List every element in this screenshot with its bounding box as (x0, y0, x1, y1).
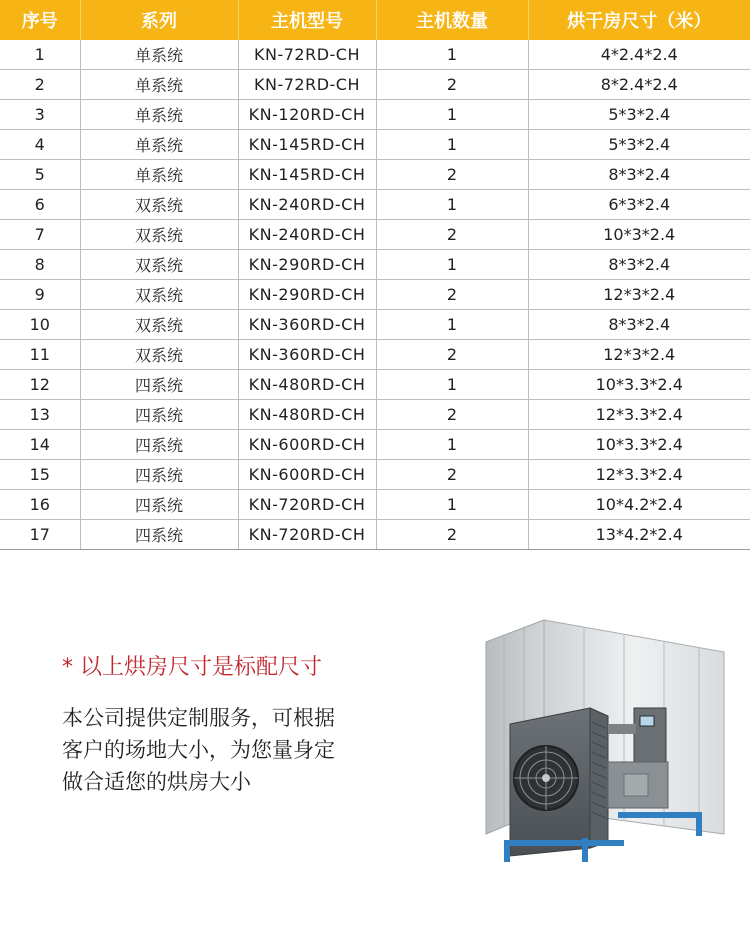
cell-model: KN-72RD-CH (238, 40, 376, 70)
table-row (0, 130, 750, 160)
cell-model: KN-720RD-CH (238, 520, 376, 550)
cell-series: 四系统 (80, 460, 238, 490)
cell-index: 7 (0, 220, 80, 250)
cell-index: 17 (0, 520, 80, 550)
cell-room-size: 12*3.3*2.4 (528, 400, 750, 430)
cell-model: KN-360RD-CH (238, 340, 376, 370)
cell-model: KN-72RD-CH (238, 70, 376, 100)
cell-series: 四系统 (80, 430, 238, 460)
header-model: 主机型号 (238, 0, 376, 40)
cell-quantity: 2 (376, 70, 528, 100)
cell-index: 15 (0, 460, 80, 490)
cell-room-size: 13*4.2*2.4 (528, 520, 750, 550)
cell-index: 13 (0, 400, 80, 430)
table-row (0, 100, 750, 130)
cell-model: KN-290RD-CH (238, 280, 376, 310)
description-line: 客户的场地大小，为您量身定 (62, 738, 335, 762)
cell-room-size: 6*3*2.4 (528, 190, 750, 220)
table-row (0, 400, 750, 430)
cell-quantity: 1 (376, 310, 528, 340)
cell-quantity: 2 (376, 220, 528, 250)
cell-quantity: 2 (376, 340, 528, 370)
cell-index: 4 (0, 130, 80, 160)
cell-model: KN-145RD-CH (238, 130, 376, 160)
cell-quantity: 1 (376, 130, 528, 160)
cell-index: 2 (0, 70, 80, 100)
cell-index: 12 (0, 370, 80, 400)
cell-quantity: 2 (376, 520, 528, 550)
cell-quantity: 2 (376, 280, 528, 310)
cell-quantity: 1 (376, 430, 528, 460)
cell-series: 单系统 (80, 70, 238, 100)
cell-quantity: 1 (376, 40, 528, 70)
cell-model: KN-480RD-CH (238, 400, 376, 430)
cell-series: 四系统 (80, 400, 238, 430)
cell-index: 6 (0, 190, 80, 220)
cell-series: 双系统 (80, 250, 238, 280)
cell-index: 3 (0, 100, 80, 130)
cell-quantity: 2 (376, 460, 528, 490)
cell-quantity: 1 (376, 490, 528, 520)
cell-quantity: 2 (376, 160, 528, 190)
table-body (0, 40, 750, 550)
cell-series: 四系统 (80, 490, 238, 520)
cell-room-size: 8*3*2.4 (528, 310, 750, 340)
cell-quantity: 1 (376, 100, 528, 130)
cell-model: KN-290RD-CH (238, 250, 376, 280)
cell-model: KN-360RD-CH (238, 310, 376, 340)
cell-index: 9 (0, 280, 80, 310)
cell-series: 单系统 (80, 40, 238, 70)
cell-index: 10 (0, 310, 80, 340)
table-row (0, 340, 750, 370)
cell-model: KN-120RD-CH (238, 100, 376, 130)
cell-quantity: 1 (376, 370, 528, 400)
cell-room-size: 5*3*2.4 (528, 130, 750, 160)
cell-model: KN-600RD-CH (238, 460, 376, 490)
table-row (0, 160, 750, 190)
table-row (0, 40, 750, 70)
description-line: 做合适您的烘房大小 (62, 770, 251, 794)
table-row (0, 490, 750, 520)
cell-model: KN-145RD-CH (238, 160, 376, 190)
cell-room-size: 5*3*2.4 (528, 100, 750, 130)
cell-model: KN-480RD-CH (238, 370, 376, 400)
cell-room-size: 10*3*2.4 (528, 220, 750, 250)
cell-series: 单系统 (80, 160, 238, 190)
cell-room-size: 12*3*2.4 (528, 280, 750, 310)
drying-room-product-image (484, 612, 728, 864)
cell-quantity: 2 (376, 400, 528, 430)
table-header-row (0, 0, 750, 40)
header-series: 系列 (80, 0, 238, 40)
cell-index: 1 (0, 40, 80, 70)
cell-series: 双系统 (80, 190, 238, 220)
cell-model: KN-720RD-CH (238, 490, 376, 520)
cell-model: KN-240RD-CH (238, 220, 376, 250)
table-row (0, 220, 750, 250)
cell-room-size: 8*3*2.4 (528, 250, 750, 280)
cell-index: 14 (0, 430, 80, 460)
cell-quantity: 1 (376, 250, 528, 280)
table-row (0, 250, 750, 280)
cell-room-size: 12*3.3*2.4 (528, 460, 750, 490)
custom-service-description (62, 702, 412, 798)
cell-quantity: 1 (376, 190, 528, 220)
cell-series: 四系统 (80, 520, 238, 550)
cell-series: 单系统 (80, 100, 238, 130)
cell-series: 单系统 (80, 130, 238, 160)
table-row (0, 190, 750, 220)
cell-room-size: 10*3.3*2.4 (528, 370, 750, 400)
cell-model: KN-240RD-CH (238, 190, 376, 220)
table-row (0, 520, 750, 550)
cell-series: 双系统 (80, 220, 238, 250)
cell-series: 双系统 (80, 310, 238, 340)
cell-index: 16 (0, 490, 80, 520)
table-row (0, 280, 750, 310)
table-row (0, 370, 750, 400)
cell-series: 四系统 (80, 370, 238, 400)
cell-series: 双系统 (80, 340, 238, 370)
cell-room-size: 10*4.2*2.4 (528, 490, 750, 520)
standard-size-note: * 以上烘房尺寸是标配尺寸 (62, 655, 322, 680)
header-quantity: 主机数量 (376, 0, 528, 40)
cell-index: 11 (0, 340, 80, 370)
cell-series: 双系统 (80, 280, 238, 310)
cell-room-size: 8*3*2.4 (528, 160, 750, 190)
table-row (0, 460, 750, 490)
description-line: 本公司提供定制服务，可根据 (62, 706, 335, 730)
cell-room-size: 10*3.3*2.4 (528, 430, 750, 460)
table-row (0, 70, 750, 100)
table-row (0, 310, 750, 340)
cell-model: KN-600RD-CH (238, 430, 376, 460)
cell-index: 5 (0, 160, 80, 190)
table-row (0, 430, 750, 460)
cell-index: 8 (0, 250, 80, 280)
header-room-size: 烘干房尺寸（米） (528, 0, 750, 40)
cell-room-size: 4*2.4*2.4 (528, 40, 750, 70)
cell-room-size: 8*2.4*2.4 (528, 70, 750, 100)
cell-room-size: 12*3*2.4 (528, 340, 750, 370)
header-index: 序号 (0, 0, 80, 40)
